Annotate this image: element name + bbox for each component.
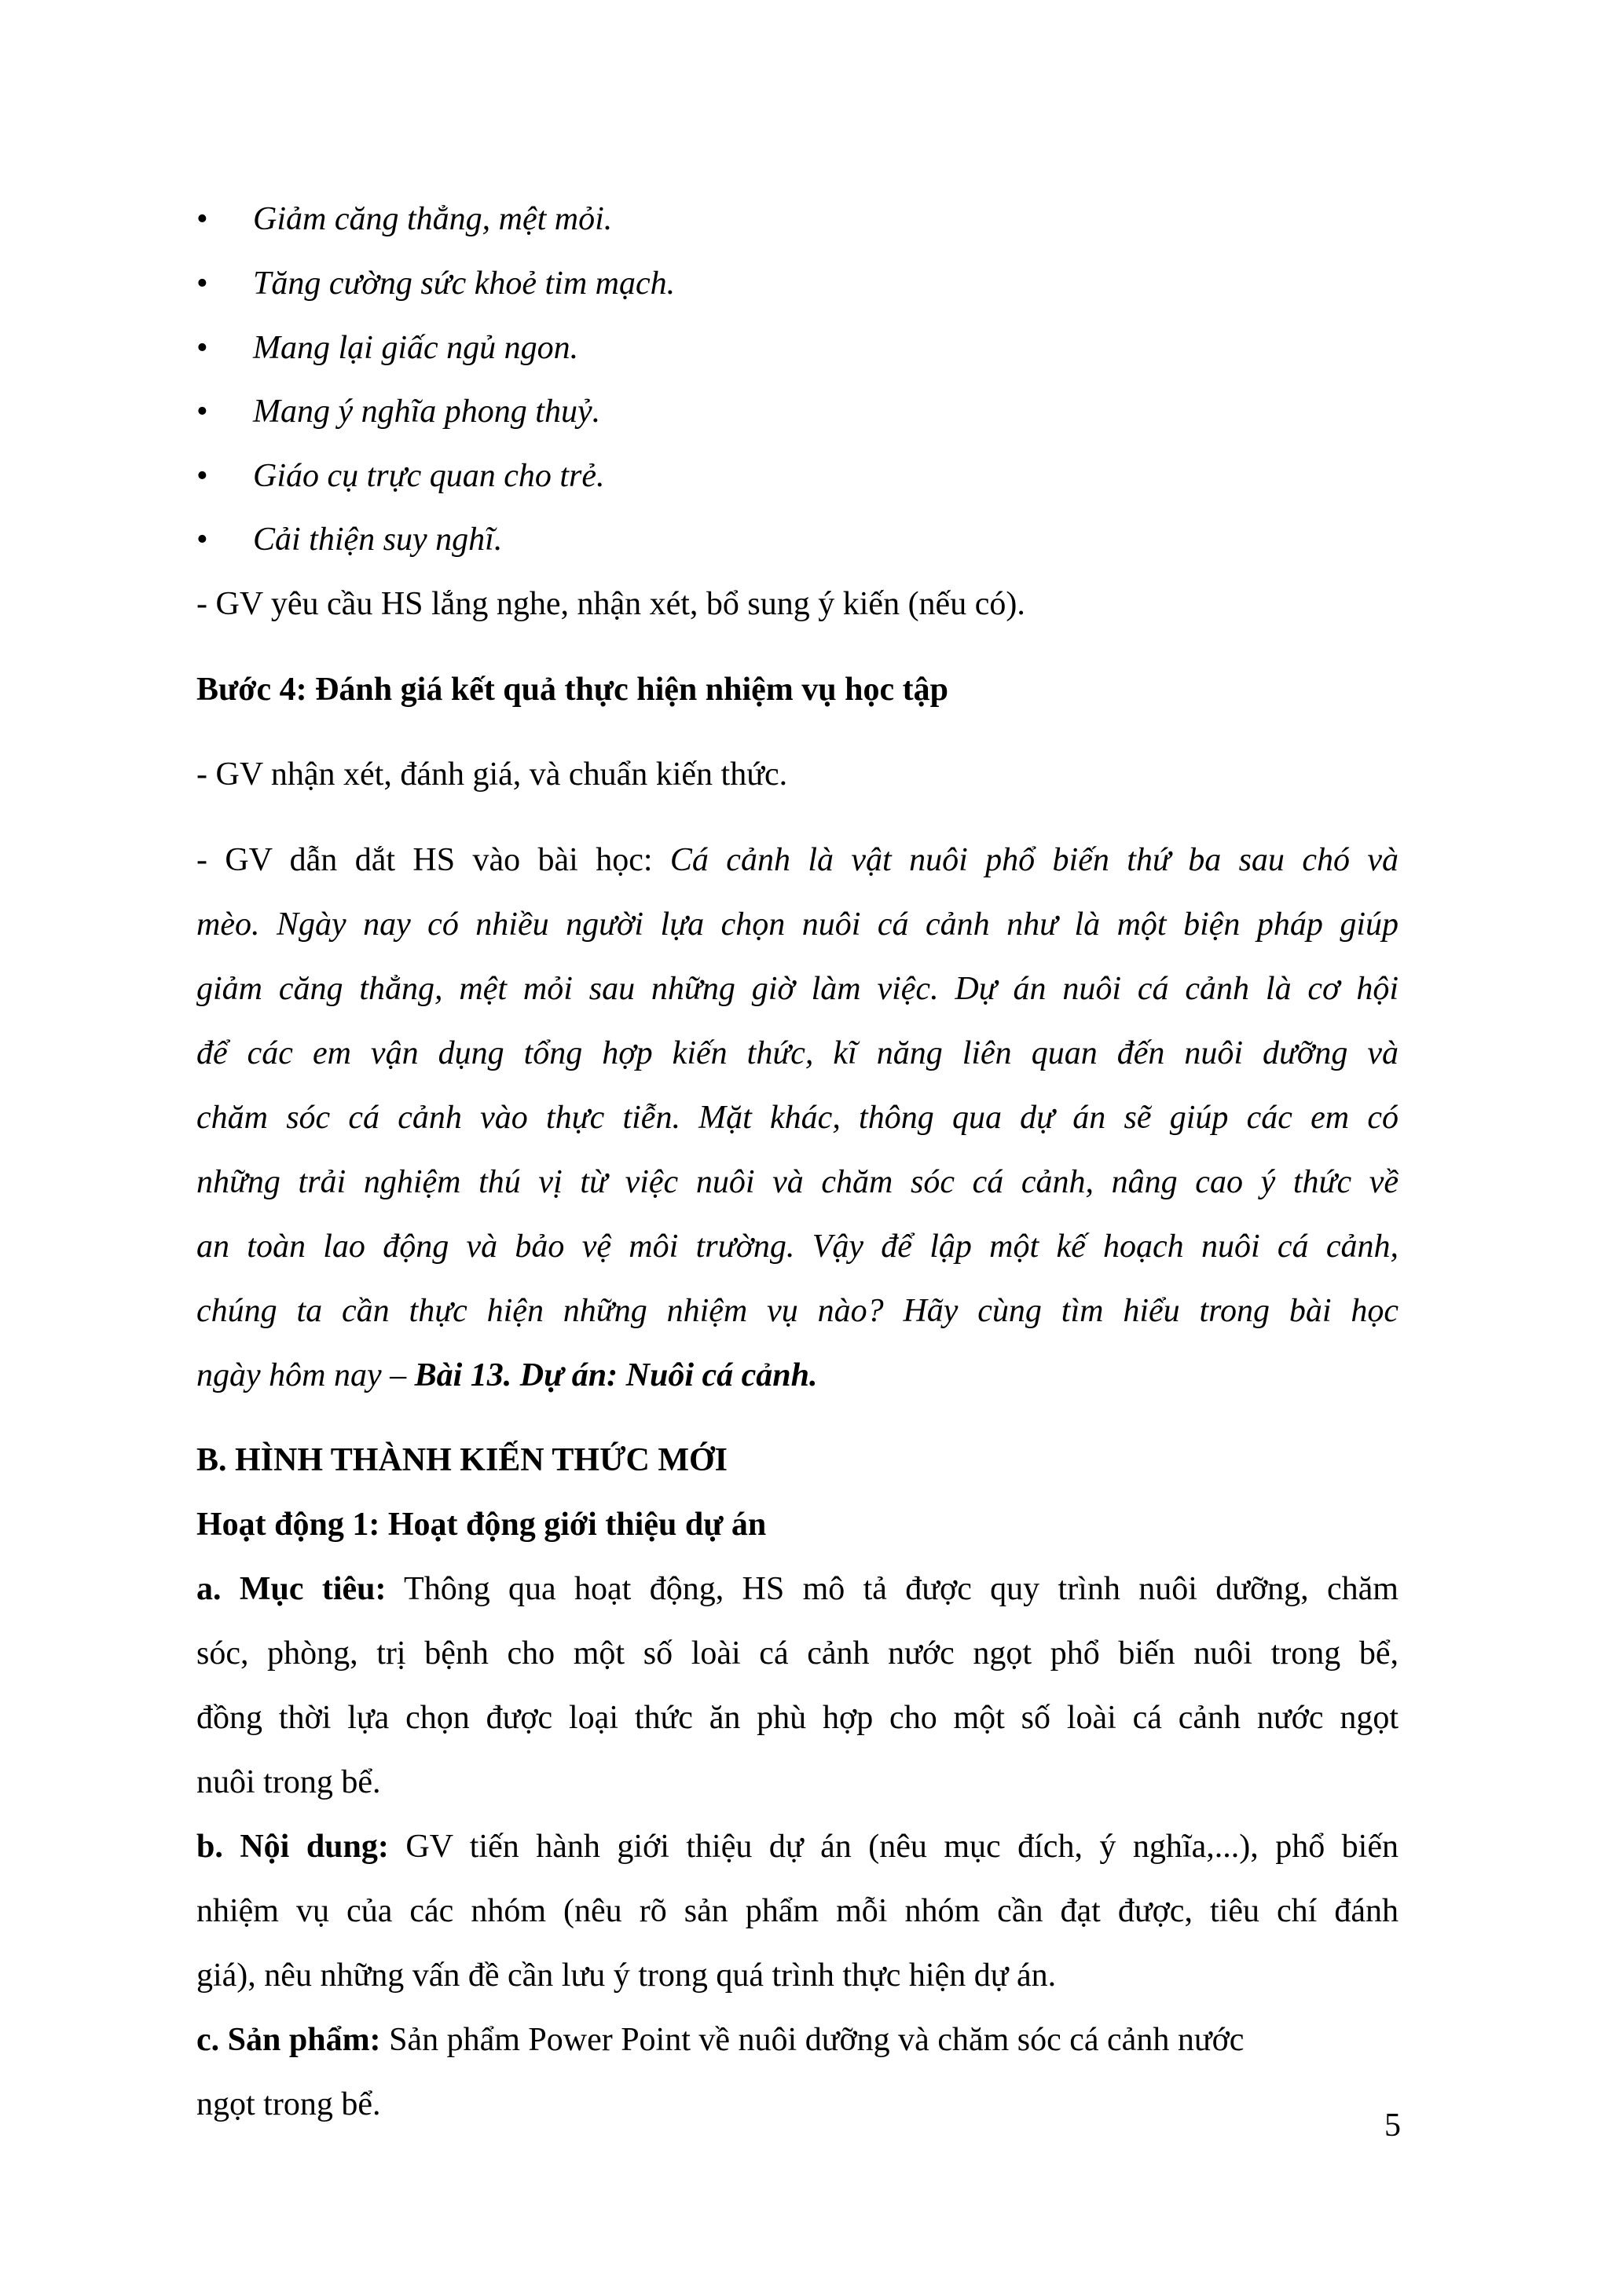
section-b-heading: B. HÌNH THÀNH KIẾN THỨC MỚI <box>196 1442 728 1478</box>
step4-heading: Bước 4: Đánh giá kết quả thực hiện nhiệm vụ học tập <box>196 672 948 708</box>
intro-last-plain: ngày hôm nay – <box>196 1357 415 1393</box>
objective-label: a. Mục tiêu: <box>196 1571 387 1607</box>
bullet-text: Mang ý nghĩa phong thuỷ. <box>253 394 601 430</box>
bullet-text: Mang lại giấc ngủ ngon. <box>253 330 579 366</box>
gv-listen-text: - GV yêu cầu HS lắng nghe, nhận xét, bổ sung ý kiến (nếu có). <box>196 586 1025 622</box>
product-text: Sản phẩm Power Point về nuôi dưỡng và chăm sóc cá cảnh nước <box>380 2022 1245 2058</box>
intro-text: Cá cảnh là vật nuôi phổ biến thứ ba sau chó và <box>669 842 1399 878</box>
intro-line: chăm sóc cá cảnh vào thực tiễn. Mặt khác, thông qua dự án sẽ giúp các em có <box>196 1100 1399 1136</box>
intro-line: an toàn lao động và bảo vệ môi trường. Vậy để lập một kế hoạch nuôi cá cảnh, <box>196 1229 1399 1265</box>
bullet-text: Cải thiện suy nghĩ. <box>253 522 503 558</box>
bullet-icon: • <box>196 394 208 430</box>
intro-line: những trải nghiệm thú vị từ việc nuôi và chăm sóc cá cảnh, nâng cao ý thức về <box>196 1164 1399 1200</box>
intro-line: để các em vận dụng tổng hợp kiến thức, kĩ năng liên quan đến nuôi dưỡng và <box>196 1035 1399 1071</box>
bullet-icon: • <box>196 522 208 558</box>
intro-line: chúng ta cần thực hiện những nhiệm vụ nào? Hãy cùng tìm hiểu trong bài học <box>196 1293 1399 1329</box>
product-line: ngọt trong bể. <box>196 2086 381 2122</box>
gv-evaluate-text: - GV nhận xét, đánh giá, và chuẩn kiến thức. <box>196 756 788 793</box>
content-line: nhiệm vụ của các nhóm (nêu rõ sản phẩm mỗi nhóm cần đạt được, tiêu chí đánh <box>196 1893 1399 1929</box>
objective-line: nuôi trong bể. <box>196 1764 381 1800</box>
bullet-icon: • <box>196 265 208 302</box>
lesson-title: Bài 13. Dự án: Nuôi cá cảnh. <box>414 1357 818 1393</box>
bullet-icon: • <box>196 330 208 366</box>
objective-line <box>196 1573 1399 1606</box>
page-number: 5 <box>1384 2107 1401 2144</box>
intro-line: mèo. Ngày nay có nhiều người lựa chọn nuôi cá cảnh như là một biện pháp giúp <box>196 906 1399 943</box>
bullet-text: Giảm căng thẳng, mệt mỏi. <box>253 201 613 237</box>
objective-line: đồng thời lựa chọn được loại thức ăn phù hợp cho một số loài cá cảnh nước ngọt <box>196 1700 1399 1736</box>
bullet-icon: • <box>196 201 208 237</box>
product-label: c. Sản phẩm: <box>196 2022 381 2058</box>
intro-line <box>196 1359 818 1392</box>
content-line <box>196 1830 1399 1863</box>
bullet-text: Giáo cụ trực quan cho trẻ. <box>253 458 605 494</box>
intro-line: giảm căng thẳng, mệt mỏi sau những giờ làm việc. Dự án nuôi cá cảnh là cơ hội <box>196 971 1399 1007</box>
content-line: giá), nêu những vấn đề cần lưu ý trong quá trình thực hiện dự án. <box>196 1957 1057 1994</box>
intro-lead: - GV dẫn dắt HS vào bài học: <box>196 842 670 878</box>
objective-line: sóc, phòng, trị bệnh cho một số loài cá cảnh nước ngọt phổ biến nuôi trong bể, <box>196 1635 1399 1672</box>
bullet-text: Tăng cường sức khoẻ tim mạch. <box>253 265 676 302</box>
product-line <box>196 2023 1244 2056</box>
intro-line <box>196 844 1399 877</box>
bullet-icon: • <box>196 458 208 494</box>
objective-text: Thông qua hoạt động, HS mô tả được quy trình nuôi dưỡng, chăm <box>386 1571 1399 1607</box>
content-label: b. Nội dung: <box>196 1829 389 1865</box>
content-text: GV tiến hành giới thiệu dự án (nêu mục đích, ý nghĩa,...), phổ biến <box>388 1829 1399 1865</box>
activity1-heading: Hoạt động 1: Hoạt động giới thiệu dự án <box>196 1507 767 1543</box>
